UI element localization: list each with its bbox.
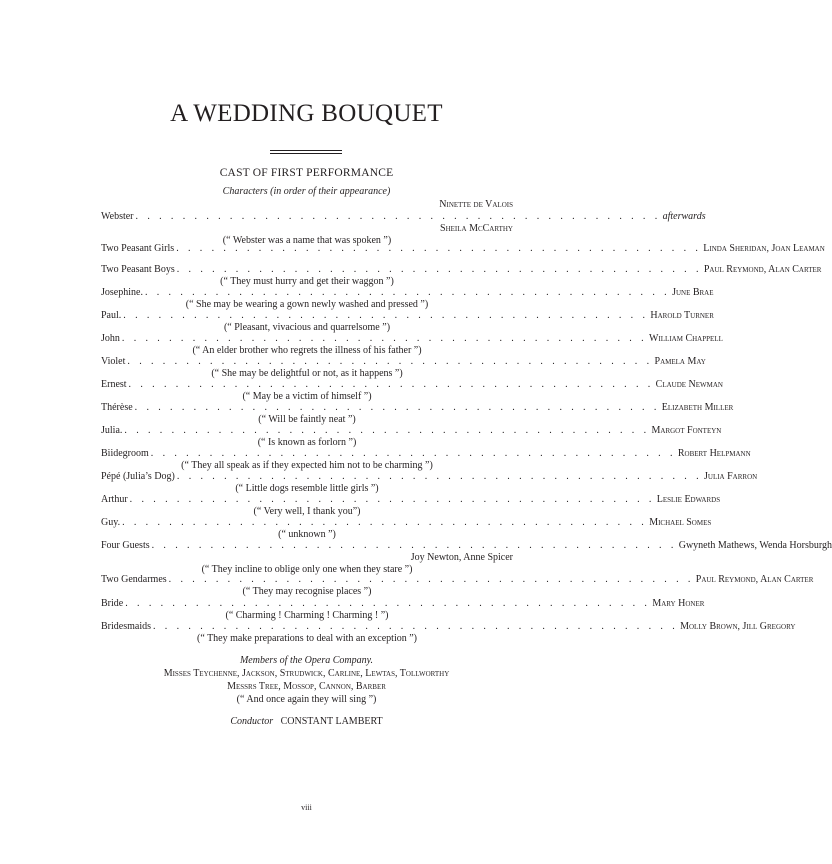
role-name: Ernest <box>101 379 127 390</box>
actor-name: Molly Brown, Jill Gregory <box>680 621 796 632</box>
cast-entry-four-guests <box>101 540 832 576</box>
dot-leader: . . . . . . . . . . . . . . . . . . . . . . . . . . . . . . . . . . . . . . . . . . . . . <box>127 356 653 367</box>
dot-leader: . . . . . . . . . . . . . . . . . . . . . . . . . . . . . . . . . . . . . . . . . . . . . <box>151 540 677 551</box>
page-number: viii <box>301 803 312 812</box>
cast-entry <box>101 448 751 472</box>
cast-row <box>101 402 734 414</box>
dot-leader: . . . . . . . . . . . . . . . . . . . . . . . . . . . . . . . . . . . . . . . . . . . . . <box>176 471 702 482</box>
cast-entry <box>101 494 721 518</box>
cast-row <box>101 211 706 223</box>
dot-leader: . . . . . . . . . . . . . . . . . . . . . . . . . . . . . . . . . . . . . . . . . . . . . <box>135 211 661 222</box>
role-quote: (“ May be a victim of himself ”) <box>242 391 372 402</box>
cast-row <box>101 333 723 345</box>
dot-leader: . . . . . . . . . . . . . . . . . . . . . . . . . . . . . . . . . . . . . . . . . . . . . <box>150 448 676 459</box>
role-name: Josephine. <box>101 287 143 298</box>
role-name: Guy. <box>101 517 121 528</box>
role-quote: (“ She may be delightful or not, as it happens ”) <box>211 368 403 379</box>
dot-leader: . . . . . . . . . . . . . . . . . . . . . . . . . . . . . . . . . . . . . . . . . . . . . <box>128 379 654 390</box>
role-name: Four Guests <box>101 540 150 551</box>
cast-entry <box>101 310 714 334</box>
role-quote: (“ Pleasant, vivacious and quarrelsome ”) <box>223 322 391 333</box>
cast-entry <box>101 379 723 403</box>
actor-name: Linda Sheridan, Joan Leaman <box>703 243 825 254</box>
dot-leader: . . . . . . . . . . . . . . . . . . . . . . . . . . . . . . . . . . . . . . . . . . . . . <box>168 574 694 585</box>
actor-name: Leslie Edwards <box>656 494 721 505</box>
cast-row <box>101 287 714 299</box>
role-quote: (“ They make preparations to deal with an exception ”) <box>196 633 417 644</box>
role-quote: (“ They all speak as if they expected him not to be charming ”) <box>181 460 433 471</box>
cast-row <box>101 310 714 322</box>
cast-row <box>101 540 832 552</box>
role-name: Thérèse <box>101 402 133 413</box>
cast-row <box>101 621 796 633</box>
conductor-label: Conductor <box>230 716 274 727</box>
role-name: Pépé (Julia’s Dog) <box>101 471 175 482</box>
role-name: Julia. <box>101 425 123 436</box>
actor-name: Paul Reymond, Alan Carter <box>695 574 814 585</box>
opera-heading: Members of the Opera Company. <box>239 655 374 666</box>
cast-row <box>101 356 706 368</box>
actor-name: Ninette de Valois <box>439 199 513 210</box>
role-name: Biidegroom <box>101 448 149 459</box>
role-name: Paul. <box>101 310 122 321</box>
role-quote: (“ Charming ! Charming ! Charming ! ”) <box>225 610 389 621</box>
cast-row <box>101 448 751 460</box>
cast-entry <box>101 287 714 311</box>
cast-entry <box>101 598 705 622</box>
dot-leader: . . . . . . . . . . . . . . . . . . . . . . . . . . . . . . . . . . . . . . . . . . . . . <box>134 402 660 413</box>
characters-note: Characters (in order of their appearance) <box>222 186 391 197</box>
actor-name: Margot Fonteyn <box>651 425 722 436</box>
cast-entry <box>101 425 722 449</box>
actor-name: Julia Farron <box>704 471 758 482</box>
dot-leader: . . . . . . . . . . . . . . . . . . . . . . . . . . . . . . . . . . . . . . . . . . . . . <box>125 598 651 609</box>
cast-row <box>101 574 814 586</box>
cast-entry <box>101 471 758 495</box>
dot-leader: . . . . . . . . . . . . . . . . . . . . . . . . . . . . . . . . . . . . . . . . . . . . . <box>129 494 655 505</box>
title-rule-upper <box>270 150 342 151</box>
actor-name: June Brae <box>672 287 714 298</box>
role-name: Two Gendarmes <box>101 574 167 585</box>
role-name: Bridesmaids <box>101 621 151 632</box>
page-title: A WEDDING BOUQUET <box>170 100 443 127</box>
role-quote: (“ She may be wearing a gown newly washed and pressed ”) <box>185 299 429 310</box>
role-name: John <box>101 333 120 344</box>
actor-name: Joy Newton, Anne Spicer <box>410 552 513 563</box>
dot-leader: . . . . . . . . . . . . . . . . . . . . . . . . . . . . . . . . . . . . . . . . . . . . . <box>121 333 648 344</box>
conductor-name: CONSTANT LAMBERT <box>280 716 383 727</box>
conductor-line <box>0 716 613 728</box>
dot-leader: . . . . . . . . . . . . . . . . . . . . . . . . . . . . . . . . . . . . . . . . . . . . . <box>176 264 702 275</box>
cast-entry <box>101 333 723 357</box>
cast-entry <box>101 574 814 598</box>
dot-leader: . . . . . . . . . . . . . . . . . . . . . . . . . . . . . . . . . . . . . . . . . . . . . <box>122 517 648 528</box>
role-quote: (“ They must hurry and get their waggon ”) <box>220 276 394 287</box>
actor-name: Elizabeth Miller <box>661 402 734 413</box>
cast-row <box>101 264 822 276</box>
role-quote: (“ unknown ”) <box>278 529 336 540</box>
role-name: Webster <box>101 211 134 222</box>
role-quote: (“ Very well, I thank you”) <box>253 506 361 517</box>
title-rule-lower <box>270 153 342 154</box>
actor-name: Claude Newman <box>655 379 723 390</box>
role-quote: (“ Will be faintly neat ”) <box>258 414 356 425</box>
dot-leader: . . . . . . . . . . . . . . . . . . . . . . . . . . . . . . . . . . . . . . . . . . . . . <box>176 243 702 254</box>
role-name: Two Peasant Girls <box>101 243 175 254</box>
actor-name: Michael Somes <box>649 517 712 528</box>
dot-leader: . . . . . . . . . . . . . . . . . . . . . . . . . . . . . . . . . . . . . . . . . . . . . <box>123 310 649 321</box>
cast-row <box>101 425 722 437</box>
cast-row <box>101 379 723 391</box>
dot-leader: . . . . . . . . . . . . . . . . . . . . . . . . . . . . . . . . . . . . . . . . . . . . . <box>124 425 650 436</box>
cast-heading: CAST OF FIRST PERFORMANCE <box>219 167 394 179</box>
dot-leader: . . . . . . . . . . . . . . . . . . . . . . . . . . . . . . . . . . . . . . . . . . . . . <box>144 287 671 298</box>
cast-entry <box>101 243 825 255</box>
actor-name: Paul Reymond, Alan Carter <box>703 264 822 275</box>
opera-messrs: Messrs Tree, Mossop, Cannon, Barber <box>227 681 386 692</box>
role-name: Violet <box>101 356 126 367</box>
cast-row <box>101 517 712 529</box>
cast-entry <box>101 356 706 380</box>
actor-name: William Chappell <box>649 333 723 344</box>
opera-quote: (“ And once again they will sing ”) <box>236 694 377 705</box>
dot-leader: . . . . . . . . . . . . . . . . . . . . . . . . . . . . . . . . . . . . . . . . . . . . . <box>153 621 679 632</box>
afterwards-note: afterwards <box>662 211 706 222</box>
role-name: Two Peasant Boys <box>101 264 175 275</box>
actor-name: Robert Helpmann <box>677 448 751 459</box>
actor-name: Gwyneth Mathews, Wenda Horsburgh <box>678 540 832 551</box>
cast-entry-webster <box>101 199 706 247</box>
cast-entry <box>101 264 822 288</box>
role-name: Bride <box>101 598 124 609</box>
cast-row <box>101 494 721 506</box>
actor-name: Mary Honer <box>652 598 705 609</box>
cast-row <box>101 243 825 255</box>
opera-misses: Misses Teychenne, Jackson, Strudwick, Carline, Lewtas, Tollworthy <box>163 668 450 679</box>
actor-name: Pamela May <box>654 356 706 367</box>
role-name: Arthur <box>101 494 128 505</box>
role-quote: (“ Webster was a name that was spoken ”) <box>222 235 392 246</box>
role-quote: (“ Little dogs resemble little girls ”) <box>235 483 379 494</box>
cast-row <box>101 598 705 610</box>
cast-entry <box>101 517 712 541</box>
role-quote: (“ Is known as forlorn ”) <box>257 437 357 448</box>
actor-name: Sheila McCarthy <box>440 223 513 234</box>
role-quote: (“ They may recognise places ”) <box>242 586 372 597</box>
cast-entry <box>101 621 796 645</box>
role-quote: (“ They incline to oblige only one when they stare ”) <box>201 564 413 575</box>
cast-entry <box>101 402 734 426</box>
role-quote: (“ An elder brother who regrets the illness of his father ”) <box>192 345 422 356</box>
cast-row <box>101 471 758 483</box>
actor-name: Harold Turner <box>650 310 714 321</box>
